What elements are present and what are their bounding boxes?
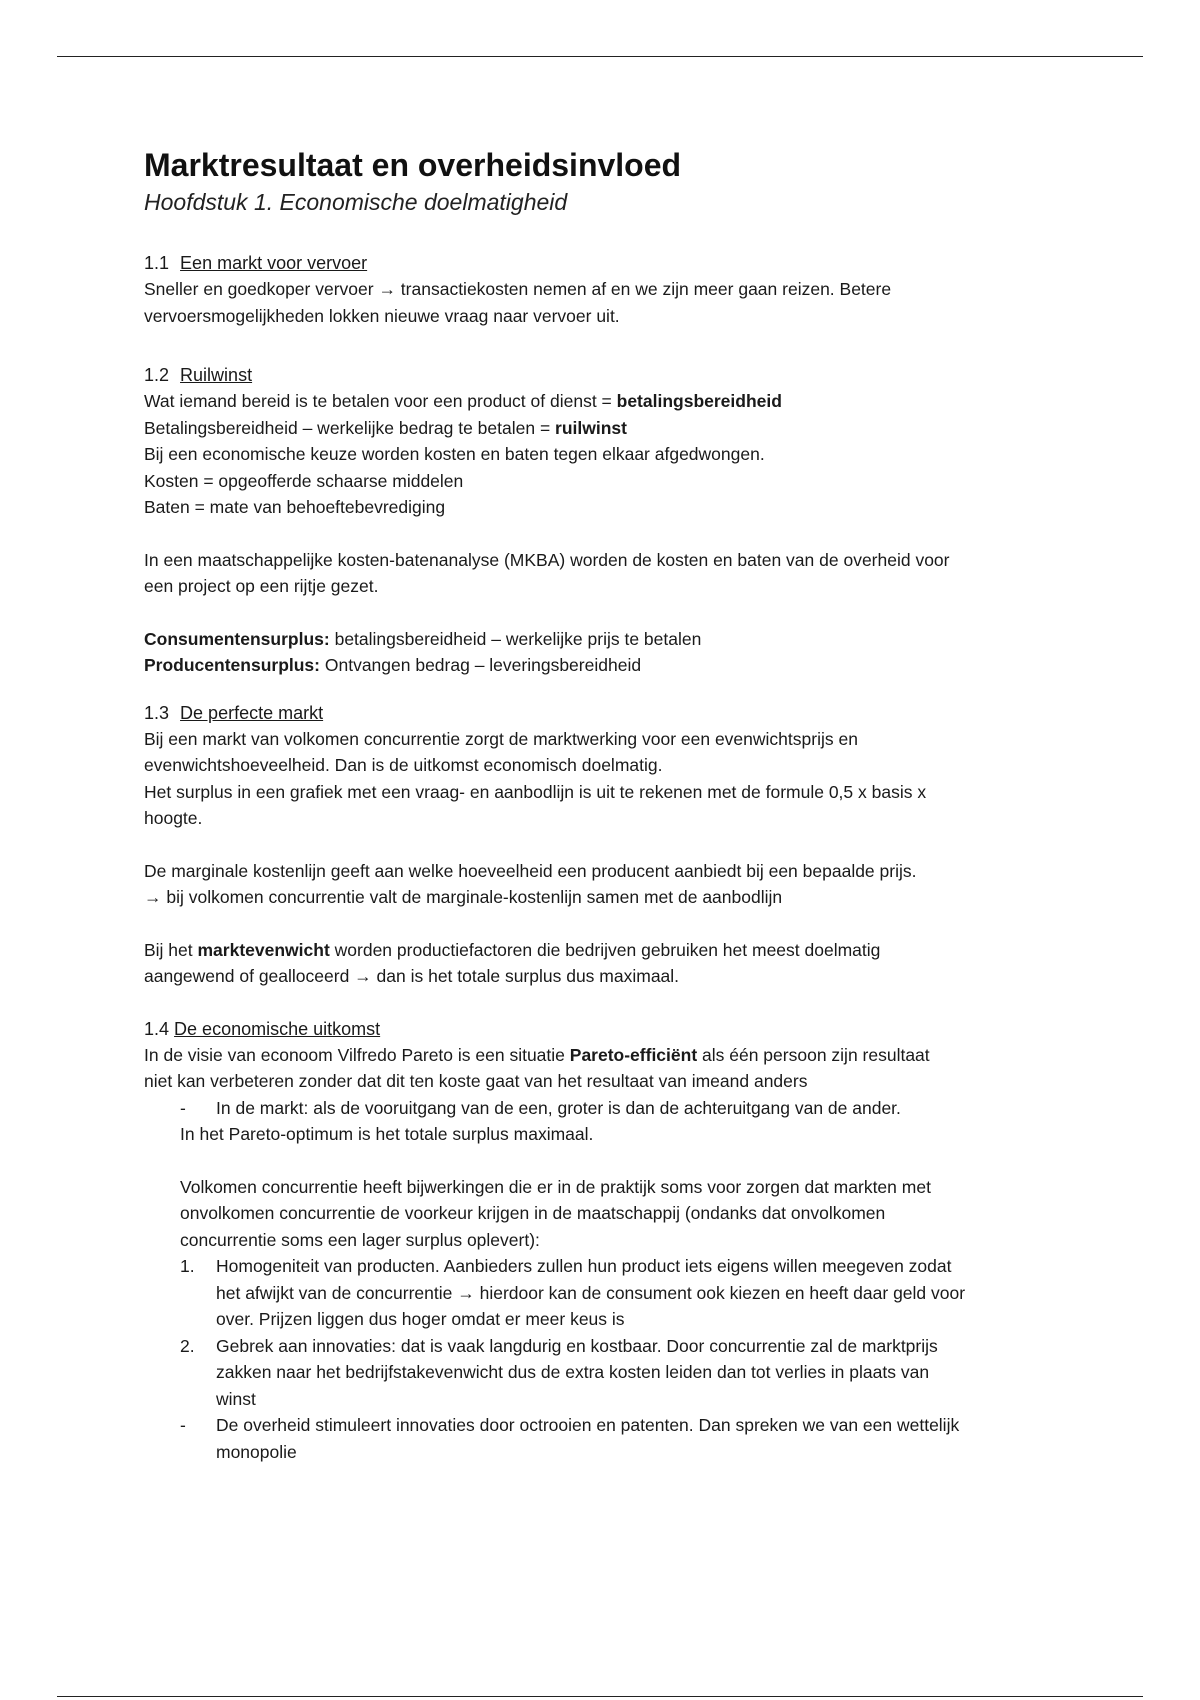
paragraph-line: evenwichtshoeveelheid. Dan is de uitkomst economisch doelmatig.	[144, 755, 663, 775]
section-number: 1.3	[144, 702, 170, 723]
section-heading	[144, 250, 1064, 276]
paragraph-line: Baten = mate van behoeftebevrediging	[144, 497, 446, 517]
paragraph-line: vervoersmogelijkheden lokken nieuwe vraag naar vervoer uit.	[144, 305, 620, 326]
list-item-line: Homogeniteit van producten. Aanbieders zullen hun product iets eigens willen meegeven zodat	[216, 1256, 952, 1276]
section-title: De perfecte markt	[180, 702, 324, 723]
bullet-marker: -	[180, 1097, 186, 1118]
spacer	[144, 521, 1064, 547]
bold-term: Consumentensurplus:	[144, 628, 330, 649]
list-item-line: Gebrek aan innovaties: dat is vaak langdurig en kostbaar. Door concurrentie zal de marktprijs	[216, 1335, 938, 1356]
list-item-line: het afwijkt van de concurrentie → hierdoor kan de consument ook kiezen en heeft daar geld voor	[216, 1282, 966, 1303]
spacer	[144, 600, 1064, 626]
bold-term: betalingsbereidheid	[616, 391, 782, 411]
spacer	[144, 1148, 1064, 1174]
paragraph-line: Volkomen concurrentie heeft bijwerkingen die er in de praktijk soms voor zorgen dat markten met	[180, 1176, 931, 1197]
text-run: Bij het	[144, 939, 198, 960]
definition-producentensurplus	[144, 652, 1064, 679]
bold-term: ruilwinst	[555, 417, 627, 438]
section-heading	[144, 1016, 1064, 1042]
list-item-line: over. Prijzen liggen dus hoger omdat er meer keus is	[216, 1309, 625, 1329]
spacer	[144, 911, 1064, 937]
definition-consumentensurplus	[144, 626, 1064, 653]
list-item-line: monopolie	[216, 1441, 297, 1462]
section-number: 1.1	[144, 253, 170, 273]
paragraph-line: hoogte.	[144, 808, 203, 828]
list-item	[144, 1412, 1064, 1465]
section-title: Ruilwinst	[180, 365, 253, 385]
text-run: Betalingsbereidheid – werkelijke bedrag te betalen =	[144, 417, 556, 438]
bold-term: marktevenwicht	[197, 939, 330, 960]
text-run: als één persoon zijn resultaat	[697, 1044, 930, 1065]
text-run: In de visie van econoom Vilfredo Pareto is een situatie	[144, 1044, 570, 1065]
list-item-line: De overheid stimuleert innovaties door octrooien en patenten. Dan spreken we van een wettelijk	[216, 1415, 960, 1435]
section-number: 1.4	[144, 1018, 170, 1039]
paragraph-line	[144, 415, 1064, 442]
text-run: betalingsbereidheid – werkelijke prijs te betalen	[329, 628, 702, 649]
section-1-3	[144, 700, 1064, 990]
section-1-1	[144, 250, 1064, 329]
bold-term: Producentensurplus:	[144, 655, 320, 675]
list-item	[144, 1253, 1064, 1333]
paragraph-line: aangewend of gealloceerd → dan is het totale surplus dus maximaal.	[144, 966, 680, 986]
header-rule	[57, 56, 1143, 57]
paragraph-line: onvolkomen concurrentie de voorkeur krijgen in de maatschappij (ondanks dat onvolkomen	[180, 1203, 886, 1223]
paragraph-line: Kosten = opgeofferde schaarse middelen	[144, 470, 464, 491]
list-item	[144, 1095, 1064, 1122]
spacer	[144, 832, 1064, 858]
section-title: Een markt voor vervoer	[180, 253, 368, 273]
document-title: Marktresultaat en overheidsinvloed	[144, 147, 682, 183]
text-run: worden productiefactoren die bedrijven gebruiken het meest doelmatig	[329, 939, 881, 960]
section-number: 1.2	[144, 365, 170, 385]
paragraph-line: In een maatschappelijke kosten-batenanalyse (MKBA) worden de kosten en baten van de overheid voor	[144, 549, 950, 570]
bullet-marker: -	[180, 1415, 186, 1435]
text-run: Ontvangen bedrag – leveringsbereidheid	[320, 655, 642, 675]
section-1-2	[144, 362, 1064, 679]
list-item-line: winst	[216, 1388, 256, 1409]
number-marker: 1.	[180, 1256, 195, 1276]
bold-term: Pareto-efficiënt	[569, 1044, 698, 1065]
paragraph-line: → bij volkomen concurrentie valt de marginale-kostenlijn samen met de aanbodlijn	[144, 887, 783, 907]
paragraph-line: Sneller en goedkoper vervoer → transactiekosten nemen af en we zijn meer gaan reizen. Betere	[144, 279, 892, 299]
paragraph-line: Het surplus in een grafiek met een vraag- en aanbodlijn is uit te rekenen met de formule 0,5 x basis x	[144, 781, 927, 802]
list-item-text: In de markt: als de vooruitgang van de een, groter is dan de achteruitgang van de ander.	[216, 1097, 901, 1118]
paragraph-line: concurrentie soms een lager surplus oplevert):	[180, 1229, 540, 1250]
text-run: Wat iemand bereid is te betalen voor een product of dienst =	[144, 391, 617, 411]
list-item-line: zakken naar het bedrijfstakevenwicht dus de extra kosten leiden dan tot verlies in plaats van	[216, 1362, 930, 1382]
section-1-4	[144, 1016, 1064, 1466]
paragraph-line: De marginale kostenlijn geeft aan welke hoeveelheid een producent aanbiedt bij een bepaalde prijs.	[144, 860, 917, 881]
paragraph-line	[144, 937, 1064, 964]
document-page	[144, 145, 1064, 1465]
footer-rule	[57, 1696, 1143, 1697]
paragraph-line: In het Pareto-optimum is het totale surplus maximaal.	[180, 1124, 594, 1144]
section-heading	[144, 362, 1064, 388]
paragraph-line	[144, 388, 1064, 415]
list-item	[144, 1333, 1064, 1413]
paragraph-line: Bij een economische keuze worden kosten en baten tegen elkaar afgedwongen.	[144, 444, 765, 464]
paragraph-line: Bij een markt van volkomen concurrentie zorgt de marktwerking voor een evenwichtsprijs en	[144, 728, 858, 749]
section-heading	[144, 700, 1064, 726]
section-title: De economische uitkomst	[174, 1018, 381, 1039]
paragraph-line: niet kan verbeteren zonder dat dit ten koste gaat van het resultaat van imeand anders	[144, 1071, 808, 1091]
number-marker: 2.	[180, 1335, 195, 1356]
document-subtitle: Hoofdstuk 1. Economische doelmatigheid	[144, 189, 568, 215]
paragraph-line: een project op een rijtje gezet.	[144, 576, 379, 596]
paragraph-line	[144, 1042, 1064, 1069]
